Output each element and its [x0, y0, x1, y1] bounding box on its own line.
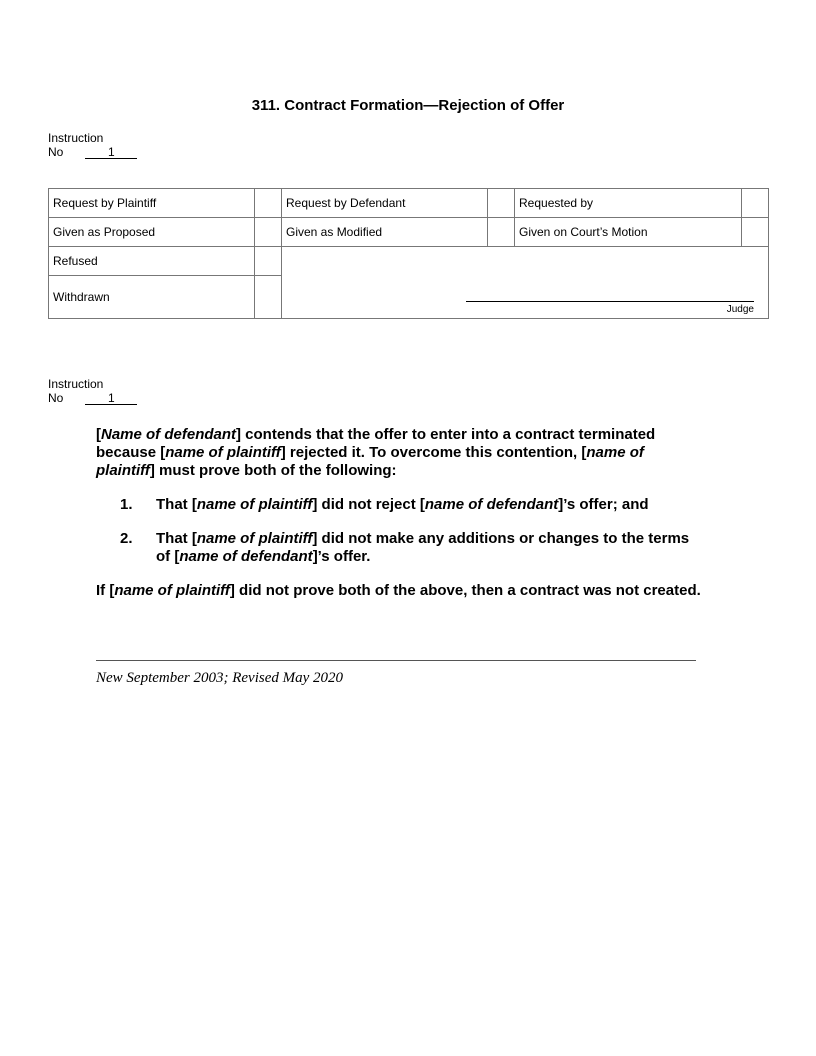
element-text: That [name of plaintiff] did not make any additions or changes to the terms of [name of defendant]’s offer. [156, 530, 690, 565]
requested-by-checkbox[interactable] [742, 189, 769, 218]
body-paragraph-intro: [Name of defendant] contends that the offer to enter into a contract terminated because [name of plaintiff] rejected it. To overcome this contention, [name of plaintiff] must prove both of the following: [96, 426, 656, 479]
given-on-courts-motion-checkbox[interactable] [742, 218, 769, 247]
request-by-plaintiff-checkbox[interactable] [255, 189, 282, 218]
judge-signature-area [282, 247, 769, 319]
instruction-label: Instruction [48, 131, 104, 145]
request-by-plaintiff-label: Request by Plaintiff [49, 189, 255, 218]
refused-checkbox[interactable] [255, 247, 282, 276]
request-by-defendant-checkbox[interactable] [488, 189, 515, 218]
given-as-proposed-checkbox[interactable] [255, 218, 282, 247]
request-table [48, 188, 769, 319]
instruction-no-label: No [48, 391, 64, 405]
body-paragraph-conclusion: If [name of plaintiff] did not prove both of the above, then a contract was not created. [96, 582, 701, 599]
given-on-courts-motion-label: Given on Court’s Motion [515, 218, 742, 247]
given-as-proposed-label: Given as Proposed [49, 218, 255, 247]
revision-history: New September 2003; Revised May 2020 [96, 670, 344, 686]
given-as-modified-checkbox[interactable] [488, 218, 515, 247]
element-text: That [name of plaintiff] did not reject [name of defendant]’s offer; and [156, 496, 649, 513]
given-as-modified-label: Given as Modified [282, 218, 488, 247]
element-number: 2. [120, 530, 133, 547]
page-title: 311. Contract Formation—Rejection of Offer [251, 97, 565, 114]
instruction-label: Instruction [48, 377, 104, 391]
judge-signature-line[interactable] [466, 301, 754, 302]
instruction-no-value: 1 [85, 392, 137, 405]
element-item-1 [96, 496, 706, 514]
instruction-body [96, 426, 706, 616]
instruction-number-top [48, 131, 137, 159]
divider [96, 660, 696, 661]
requested-by-label: Requested by [515, 189, 742, 218]
element-item-2 [96, 530, 706, 566]
refused-label: Refused [49, 247, 255, 276]
instruction-number-bottom [48, 377, 137, 405]
withdrawn-label: Withdrawn [49, 276, 255, 319]
instruction-no-value: 1 [85, 146, 137, 159]
request-by-defendant-label: Request by Defendant [282, 189, 488, 218]
instruction-no-label: No [48, 145, 64, 159]
judge-label: Judge [726, 304, 754, 315]
withdrawn-checkbox[interactable] [255, 276, 282, 319]
element-number: 1. [120, 496, 133, 513]
